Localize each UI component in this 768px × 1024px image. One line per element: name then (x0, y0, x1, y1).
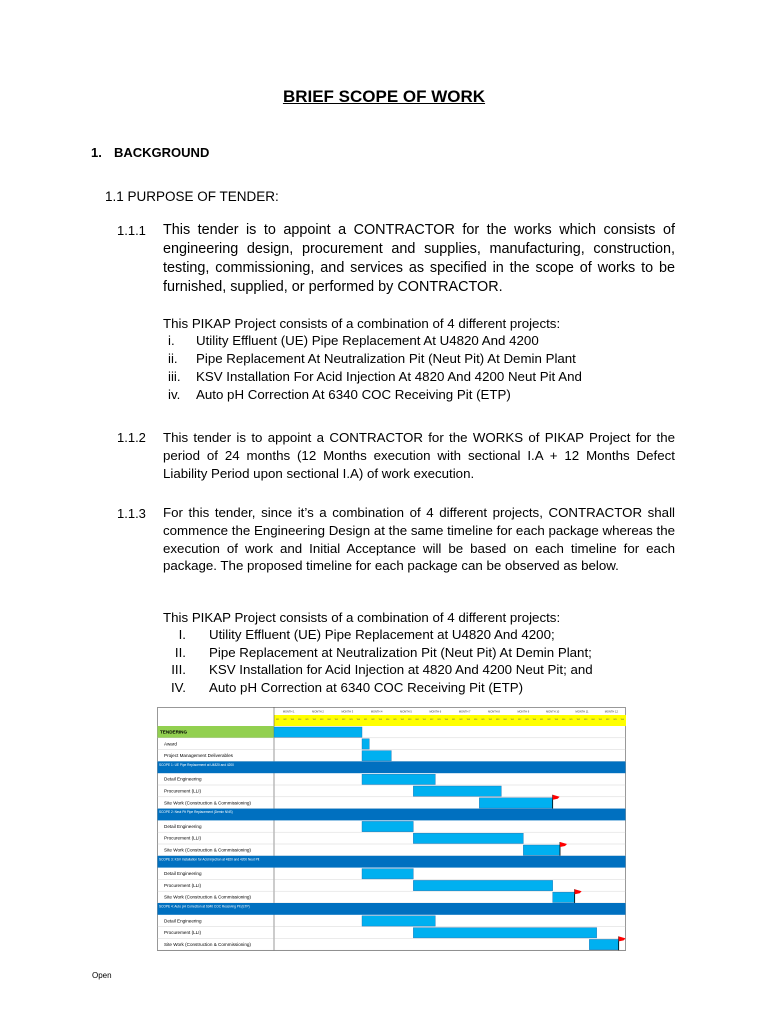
week-tick: W4 (503, 719, 507, 721)
week-tick: W1 (452, 719, 456, 721)
task-label: TENDERING (160, 729, 188, 735)
list-text: KSV Installation For Acid Injection At 4820 And 4200 Neut Pit And (196, 369, 582, 384)
list-text: Utility Effluent (UE) Pipe Replacement at U4820 And 4200; (209, 627, 555, 642)
task-bar (413, 786, 501, 796)
month-label: MONTH 7 (458, 710, 471, 714)
subsection-heading: 1.1 PURPOSE OF TENDER: (105, 189, 279, 204)
month-label: MONTH 8 (488, 710, 500, 714)
list-text: KSV Installation for Acid Injection at 4820 And 4200 Neut Pit; and (209, 662, 593, 677)
list-item (0, 661, 768, 679)
task-bar (362, 751, 391, 761)
week-tick: W2 (488, 719, 492, 721)
project-list (0, 332, 768, 404)
section-number: 1. (91, 145, 102, 160)
month-label: MONTH 3 (341, 710, 354, 714)
paragraph-number: 1.1.2 (117, 430, 146, 445)
task-bar (362, 916, 435, 926)
week-tick: W3 (466, 719, 470, 721)
week-tick: W2 (547, 719, 551, 721)
task-bar (523, 845, 560, 855)
section-heading (91, 145, 209, 160)
section-label: SCOPE 1: UE Pipe Replacement at U4820 and 4200 (159, 762, 234, 767)
list-intro: This PIKAP Project consists of a combination of 4 different projects: (163, 316, 561, 331)
week-tick: W3 (525, 719, 529, 721)
week-tick: W4 (415, 719, 419, 721)
task-bar (413, 880, 552, 890)
list-item (0, 679, 768, 697)
paragraph-number: 1.1.1 (117, 223, 146, 238)
week-tick: W3 (496, 719, 500, 721)
week-tick: W4 (327, 719, 331, 721)
month-label: MONTH 1 (282, 710, 295, 714)
week-tick: W1 (422, 719, 426, 721)
week-tick: W1 (305, 719, 309, 721)
task-bar (553, 892, 575, 902)
week-tick: W2 (459, 719, 463, 721)
month-label: MONTH 11 (575, 710, 589, 714)
week-tick: W3 (584, 719, 588, 721)
week-tick: W4 (532, 719, 536, 721)
task-label: Detail Engineering (164, 776, 202, 782)
week-tick: W2 (400, 719, 404, 721)
task-bar (274, 727, 362, 737)
month-label: MONTH 4 (370, 710, 383, 714)
task-label: Site Work (Construction & Commissioning) (164, 894, 251, 900)
week-tick: W2 (371, 719, 375, 721)
paragraph-number: 1.1.3 (117, 506, 146, 521)
list-intro: This PIKAP Project consists of a combination of 4 different projects: (163, 610, 561, 625)
task-bar (362, 869, 413, 879)
list-marker: ii. (168, 351, 178, 366)
list-marker: iv. (168, 387, 181, 402)
paragraph-text: This tender is to appoint a CONTRACTOR for the WORKS of PIKAP Project for the period of 24 months (12 Months execution with sectional I.A + 12 Months Defect Liability Period upon sectional I.A) of work execution. (163, 430, 675, 481)
gantt-chart (157, 707, 627, 947)
month-label: MONTH 12 (604, 710, 618, 714)
week-tick: W4 (474, 719, 478, 721)
week-tick: W2 (576, 719, 580, 721)
week-tick: W1 (598, 719, 602, 721)
task-bar (479, 798, 552, 808)
week-tick: W1 (569, 719, 573, 721)
week-tick: W4 (562, 719, 566, 721)
task-label: Project Management Deliverables (164, 753, 233, 759)
task-label: Procurement (LLI) (164, 882, 202, 888)
section-label: SCOPE 3: KSV Installation for Acid Injection at 4820 and 4200 Neut Pit (159, 857, 260, 862)
list-text: Utility Effluent (UE) Pipe Replacement At U4820 And 4200 (196, 333, 539, 348)
list-text: Pipe Replacement at Neutralization Pit (Neut Pit) At Demin Plant; (209, 644, 592, 660)
task-bar (413, 833, 523, 843)
week-tick: W3 (290, 719, 294, 721)
list-marker: IV. (170, 679, 186, 695)
paragraph-text: This tender is to appoint a CONTRACTOR for the works which consists of engineering design, procurement and supplies, manufacturing, construction, testing, commissioning, and services as specified in the scope of works to be furnished, supplied, or performed by CONTRACTOR. (163, 222, 675, 295)
month-label: MONTH 5 (400, 710, 412, 714)
section-label: SCOPE 2: Neut Pit Pipe Replacement (Demin NNS) (159, 810, 233, 815)
project-list (0, 626, 768, 696)
task-bar (362, 774, 435, 784)
week-tick: W1 (510, 719, 514, 721)
task-bar (362, 739, 369, 749)
task-bar (413, 928, 596, 938)
week-tick: W1 (393, 719, 397, 721)
list-marker: i. (168, 333, 175, 348)
list-text: Auto pH Correction at 6340 COC Receiving Pit (ETP) (209, 679, 524, 695)
task-label: Detail Engineering (164, 823, 202, 829)
week-tick: W4 (298, 719, 302, 721)
week-tick: W3 (378, 719, 382, 721)
list-item (0, 368, 768, 386)
week-tick: W4 (591, 719, 595, 721)
task-label: Procurement (LLI) (164, 930, 202, 936)
week-tick: W3 (408, 719, 412, 721)
footer-label: Open (92, 971, 112, 980)
week-tick: W1 (364, 719, 368, 721)
task-label: Site Work (Construction & Commissioning) (164, 941, 251, 947)
list-item (0, 644, 768, 662)
list-marker: II. (174, 644, 186, 660)
task-label: Detail Engineering (164, 918, 202, 924)
list-item (0, 386, 768, 404)
task-label: Site Work (Construction & Commissioning) (164, 847, 251, 853)
task-bar (589, 939, 618, 949)
week-tick: W4 (356, 719, 360, 721)
task-label: Site Work (Construction & Commissioning) (164, 800, 251, 806)
week-tick: W4 (444, 719, 448, 721)
month-label: MONTH 6 (429, 710, 442, 714)
task-label: Procurement (LLI) (164, 835, 202, 841)
paragraph-text: For this tender, since it’s a combination of 4 different projects, CONTRACTOR shall commence the Engineering Design at the same timeline for each package whereas the execution of work and Initial Acceptance will be based on each timeline for each package. The proposed timeline for each package can be observed as below. (163, 505, 675, 574)
list-marker: III. (171, 662, 186, 677)
week-tick: W3 (437, 719, 441, 721)
list-item (0, 350, 768, 368)
task-label: Detail Engineering (164, 871, 202, 877)
week-tick: W4 (386, 719, 390, 721)
week-tick: W2 (518, 719, 522, 721)
week-tick: W1 (481, 719, 485, 721)
task-bar (362, 821, 413, 831)
list-item (0, 332, 768, 350)
week-tick: W1 (276, 719, 280, 721)
month-label: MONTH 2 (312, 710, 324, 714)
task-label: Award (164, 741, 177, 747)
week-tick: W3 (349, 719, 353, 721)
week-tick: W3 (554, 719, 558, 721)
week-tick: W3 (613, 719, 617, 721)
month-label: MONTH 9 (517, 710, 530, 714)
week-tick: W1 (540, 719, 544, 721)
list-marker: I. (178, 627, 186, 642)
task-label: Procurement (LLI) (164, 788, 202, 794)
week-tick: W2 (342, 719, 346, 721)
week-tick: W2 (606, 719, 610, 721)
list-text: Pipe Replacement At Neutralization Pit (Neut Pit) At Demin Plant (196, 351, 576, 366)
month-label: MONTH 10 (546, 710, 560, 714)
week-tick: W1 (334, 719, 338, 721)
week-tick: W2 (283, 719, 287, 721)
list-marker: iii. (168, 369, 181, 384)
page-title: BRIEF SCOPE OF WORK (282, 87, 486, 106)
list-text: Auto pH Correction At 6340 COC Receiving Pit (ETP) (196, 387, 511, 402)
week-tick: W4 (620, 719, 624, 721)
section-label: BACKGROUND (114, 145, 210, 160)
week-tick: W2 (312, 719, 316, 721)
section-label: SCOPE 4: Auto pH Correction at 6340 COC Receiving Pit (ETP) (159, 904, 250, 909)
week-tick: W2 (430, 719, 434, 721)
week-tick: W3 (320, 719, 324, 721)
list-item (0, 626, 768, 644)
